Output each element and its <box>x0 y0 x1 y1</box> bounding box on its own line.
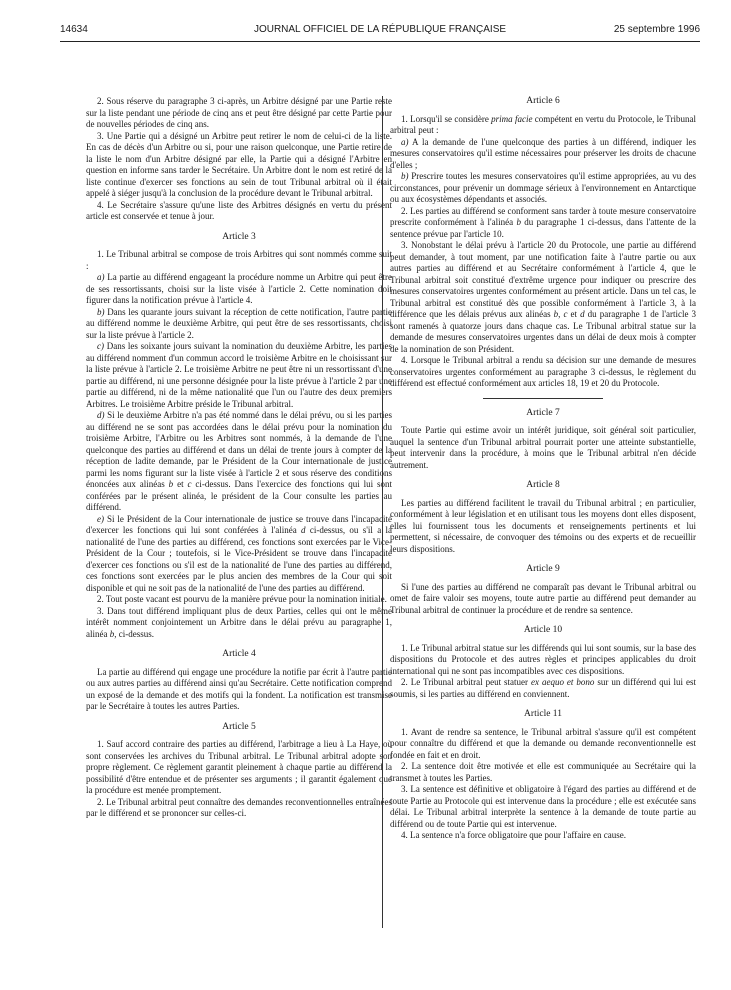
item-marker: b) <box>401 171 409 181</box>
article-4-heading: Article 4 <box>222 649 256 659</box>
item-text: ci-dessus. Dans l'exercice des fonctions qui lui sont conférées par le présent alinéa, le président de la Cour consulte les parties au différend. <box>86 479 392 512</box>
item-text: ci-dessus, ou s'il a la nationalité de l'une des parties au différend, ces fonctions sont exercées par le Vice-Président de la Cour ; toutefois, si le Vice-Président se trouve dans l'incapacité d'exercer ces fonctions ou s'il est de la nationalité de l'une des parties au différend, ces fonctions sont exercées par le plus ancien des membres de la Cour qui soit disponible et qui ne soit pas de la nationalité de l'une des parties au différend. <box>86 525 393 593</box>
paragraph: 3. Une Partie qui a désigné un Arbitre peut retirer le nom de celui-ci de la liste. En cas de décès d'un Arbitre ou si, pour une raison quelconque, une Partie retire de la liste le nom d'un Arbitre désigné par elle, la Partie qui a désigné l'Arbitre en question en informe sans tarder le Secrétaire. Un Arbitre dont le nom est retiré de la liste continue d'exercer ses fonctions au sein de tout Tribunal arbitral où il était appelé à siéger jusqu'à la conclusion de la procédure devant le Tribunal arbitral. <box>86 130 392 198</box>
paragraph: 1. Sauf accord contraire des parties au différend, l'arbitrage a lieu à La Haye, où sont conservées les archives du Tribunal arbitral. Le Tribunal arbitral adopte son propre règlement. Ce règlement garantit pleinement à chaque partie au différend la possibilité d'être entendue et de présenter ses arguments ; il garantit également que la procédure est menée promptement. <box>86 739 392 795</box>
item-text: Dans les soixante jours suivant la nomination du deuxième Arbitre, les parties au différend nomment d'un commun accord le troisième Arbitre en le choisissant sur la liste prévue à l'article 2. Le troisième Arbitre ne peut être ni un ressortissant d'une partie au différend, ni une personne désignée pour la liste prévue à l'article 2 par une partie au différend, ni de la même nationalité que l'un ou l'autre des deux premiers Arbitres. Le troisième Arbitre préside le Tribunal arbitral. <box>86 341 392 409</box>
italic-ref: c <box>563 309 568 319</box>
article-3-heading: Article 3 <box>222 231 256 242</box>
item-text: 2. Les parties au différend se conforment sans tarder à toute mesure conservatoire prescrite conformément à l'alinéa <box>390 205 696 227</box>
article-6-heading: Article 6 <box>526 96 560 106</box>
paragraph: 2. Le Tribunal arbitral peut connaître des demandes reconventionnelles entraînées par le différend et se prononcer sur celles-ci. <box>86 796 392 818</box>
item-text: 2. Le Tribunal arbitral peut statuer <box>401 677 532 687</box>
article-10-heading: Article 10 <box>523 625 563 635</box>
item-marker: a) <box>97 272 105 282</box>
item-marker: d) <box>97 410 105 420</box>
article-11-heading: Article 11 <box>524 709 562 719</box>
paragraph: Si l'une des parties au différend ne comparaît pas devant le Tribunal arbitral ou omet de faire valoir ses moyens, toute autre partie au différend peut demander au Tribunal arbitral de continuer la procédure et de rendre sa sentence. <box>390 581 696 615</box>
item-text: du paragraphe 1 ci-dessus, dans l'attente de la sentence prévue par l'article 10. <box>390 217 696 239</box>
italic-ref: d <box>301 525 306 535</box>
italic-ref: b <box>553 309 559 319</box>
paragraph: Les parties au différend facilitent le travail du Tribunal arbitral ; en particulier, conformément à leur législation et en utilisant tous les moyens dont elles disposent, elles lui fournissent tous les documents et renseignements pertinents et lui permettent, si nécessaire, de convoquer des témoins ou des experts et de recueillir leurs dispositions. <box>390 497 696 554</box>
header-rule <box>60 41 700 42</box>
item-text: , ci-dessus. <box>114 628 154 639</box>
paragraph <box>86 272 392 307</box>
item-text: 1. Lorsqu'il se considère <box>401 113 492 124</box>
paragraph: Toute Partie qui estime avoir un intérêt juridique, soit général soit particulier, auquel la sentence d'un Tribunal arbitral pourrait porter une atteinte substantielle, peut intervenir dans la procédure, à moins que le Tribunal arbitral n'en décide autrement. <box>390 425 696 470</box>
item-marker: b) <box>97 306 105 317</box>
italic-ref: b <box>516 217 521 227</box>
article-5-heading: Article 5 <box>222 721 256 732</box>
item-text: A la demande de l'une quelconque des parties à un différend, indiquer les mesures conservatoires qu'il estime nécessaires pour préserver les droits de chacune d'elles ; <box>390 136 696 170</box>
paragraph: La partie au différend qui engage une procédure la notifie par écrit à l'autre partie ou aux autres parties au différend ainsi qu'au Secrétaire. Cette notification comprend un exposé de la demande et des motifs qui la fondent. La notification est transmise par le Secrétaire à toutes les autres Parties. <box>86 666 392 711</box>
paragraph <box>86 410 392 514</box>
italic-ref: b <box>109 628 115 639</box>
paragraph <box>86 606 392 641</box>
issue-date: 25 septembre 1996 <box>613 24 700 35</box>
item-text: Si le deuxième Arbitre n'a pas été nommé dans le délai prévu, ou si les parties au différend ne se sont pas accordées dans le délai prévu pour la nomination du troisième Arbitre, l'Arbitre ou les Arbitres sont nommés, à la demande de l'une quelconque des parties au différend et dans un délai de trente jours à compter de la réception de ladite demande, par le Président de la Cour internationale de justice parmi les noms figurant sur la liste visée à l'article 2 et sous réserve des conditions énoncées aux alinéas <box>86 410 392 489</box>
paragraph: 4. La sentence n'a force obligatoire que pour l'affaire en cause. <box>401 830 626 840</box>
item-text: et <box>567 309 581 319</box>
paragraph <box>390 114 696 137</box>
paragraph <box>86 514 392 595</box>
right-column <box>390 96 696 842</box>
item-marker: e) <box>97 513 104 524</box>
item-text: 3. Dans tout différend impliquant plus de deux Parties, celles qui ont le même intérêt nomment conjointement un Arbitre dans le délai prévu au paragraphe 1, alinéa <box>86 605 392 639</box>
page-header <box>60 24 700 40</box>
item-marker: a) <box>401 136 409 147</box>
left-column <box>86 96 392 820</box>
paragraph: 1. Avant de rendre sa sentence, le Tribunal arbitral s'assure qu'il est compétent pour connaître du différend et que la demande ou demande reconventionnelle est fondée en fait et en droit. <box>390 726 696 760</box>
paragraph: 4. Lorsque le Tribunal arbitral a rendu sa décision sur une demande de mesures conservatoires urgentes conformément au paragraphe 3 ci-dessus, le règlement du différend est effectué conformément aux articles 18, 19 et 20 du Protocole. <box>390 355 696 388</box>
article-7-heading: Article 7 <box>526 407 560 418</box>
italic-phrase: prima facie <box>491 113 533 124</box>
column-divider <box>382 96 383 928</box>
paragraph: 2. Tout poste vacant est pourvu de la manière prévue pour la nomination initiale. <box>97 594 387 604</box>
article-8-heading: Article 8 <box>526 480 560 490</box>
item-text: sur un différend qui lui est soumis, si les parties au différend en conviennent. <box>390 677 696 699</box>
item-text: compétent en vertu du Protocole, le Tribunal arbitral peut : <box>390 113 696 135</box>
paragraph: 2. Sous réserve du paragraphe 3 ci-après, un Arbitre désigné par une Partie reste sur la liste pendant une période de cinq ans et peut être désigné par cette Partie pour de nouvelles périodes de cinq ans. <box>86 96 392 129</box>
item-text: Prescrire toutes les mesures conservatoires qu'il estime appropriées, au vu des circonstances, pour prévenir un dommage sérieux à l'environnement en Antarctique ou aux écosystèmes dépendants et associés. <box>390 171 696 204</box>
italic-ref: c <box>187 479 192 489</box>
article-9-heading: Article 9 <box>526 564 560 574</box>
paragraph <box>86 307 392 342</box>
item-text: du paragraphe 1 de l'article 3 sont ramenés à quatorze jours dans chaque cas. Le Tribunal arbitral statue sur la demande de mesures conservatoires urgentes dans un délai de deux mois à compter de la nomination de son Président. <box>390 309 696 354</box>
item-text: 3. Nonobstant le délai prévu à l'article 20 du Protocole, une partie au différend peut demander, à tout moment, par une notification faite à l'autre partie ou aux autres parties au différend et au Secrétaire conformément à l'article 4, que le Tribunal arbitral soit constitué d'extrême urgence pour indiquer ou prescrire des mesures conservatoires urgentes conformément au présent article. Dans un tel cas, le Tribunal arbitral est constitué dès que possible conformément à l'article 3, à la différence que les délais prévus aux alinéas <box>390 240 696 319</box>
paragraph: 4. Le Secrétaire s'assure qu'une liste des Arbitres désignés en vertu du présent article est conservée et tenue à jour. <box>86 199 392 221</box>
paragraph: 1. Le Tribunal arbitral se compose de trois Arbitres qui sont nommés comme suit : <box>86 249 392 271</box>
item-text: Si le Président de la Cour internationale de justice se trouve dans l'incapacité d'exercer les fonctions qui lui sont conférées à l'alinéa <box>86 513 392 535</box>
journal-title: JOURNAL OFFICIEL DE LA RÉPUBLIQUE FRANÇAISE <box>253 24 507 35</box>
italic-phrase: ex aequo et bono <box>531 677 595 687</box>
italic-ref: b <box>168 479 174 489</box>
item-text: La partie au différend engageant la procédure nomme un Arbitre qui peut être de ses ressortissants, choisi sur la liste visée à l'article 2. Cette nomination doit figurer dans la notification prévue à l'article 4. <box>86 272 393 305</box>
paragraph: 2. La sentence doit être motivée et elle est communiquée au Secrétaire qui la transmet à toutes les Parties. <box>390 761 696 783</box>
item-marker: c) <box>97 341 104 351</box>
paragraph <box>390 240 696 355</box>
item-text: , <box>558 309 564 319</box>
paragraph <box>390 171 696 206</box>
item-text: et <box>173 479 188 489</box>
item-text: Dans les quarante jours suivant la réception de cette notification, l'autre partie au différend nomme le deuxième Arbitre, qui peut être de ses ressortissants, choisi sur la liste prévue à l'article 2. <box>86 306 393 340</box>
paragraph: 3. La sentence est définitive et obligatoire à l'égard des parties au différend et de toute Partie au Protocole qui est intervenue dans la procédure ; elle est exécutée sans délai. Le Tribunal arbitral interprète la sentence à la demande de toute partie au différend ou de toute Partie qui est intervenue. <box>390 784 696 829</box>
section-rule <box>483 398 603 399</box>
paragraph <box>390 677 696 700</box>
paragraph <box>86 341 392 410</box>
paragraph <box>390 206 696 241</box>
italic-ref: d <box>580 309 585 319</box>
paragraph: 1. Le Tribunal arbitral statue sur les différends qui lui sont soumis, sur la base des dispositions du Protocole et des autres règles et principes applicables du droit international qui ne sont pas incompatibles avec ces dispositions. <box>390 642 696 676</box>
paragraph <box>390 137 696 172</box>
page-number: 14634 <box>60 24 88 35</box>
